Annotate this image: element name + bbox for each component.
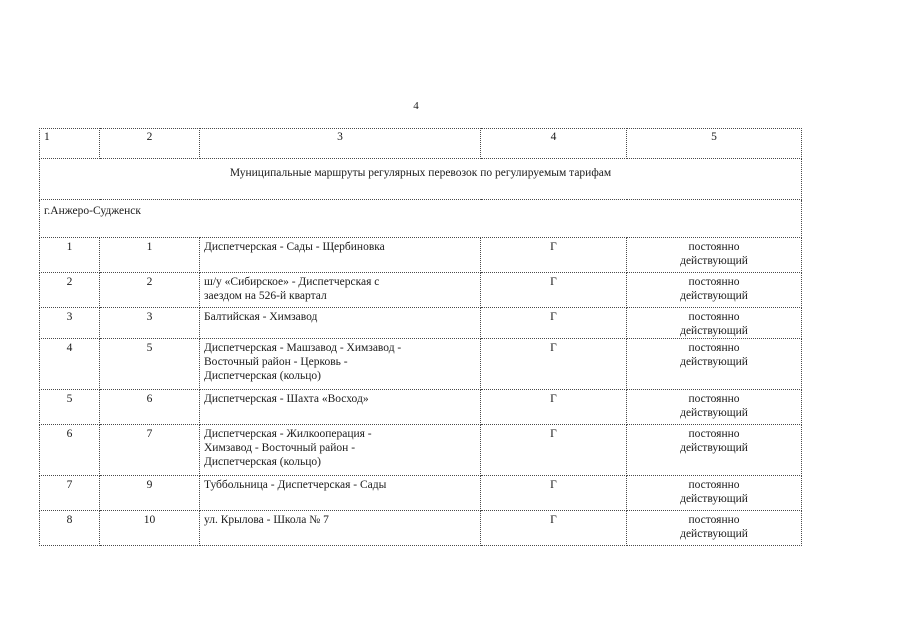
route-name-line: Диспетчерская - Жилкооперация - — [204, 428, 372, 440]
route-name-line: Диспетчерская - Сады - Щербиновка — [204, 241, 385, 253]
table-header-row — [40, 129, 802, 159]
route-status-cell — [627, 390, 802, 425]
route-type-cell: Г — [481, 425, 627, 476]
route-type-cell: Г — [481, 511, 627, 546]
route-number-cell: 3 — [100, 308, 200, 339]
row-number-cell: 8 — [40, 511, 100, 546]
route-status-cell — [627, 339, 802, 390]
header-cell: 1 — [40, 129, 100, 159]
status-line: постоянно — [688, 241, 740, 253]
route-name-cell — [200, 238, 481, 273]
route-number-cell: 7 — [100, 425, 200, 476]
route-name-line: ул. Крылова - Школа № 7 — [204, 514, 329, 526]
route-name-cell — [200, 339, 481, 390]
route-name-line: Диспетчерская (кольцо) — [204, 456, 321, 468]
table-row — [40, 308, 802, 339]
table-row — [40, 476, 802, 511]
table-row — [40, 425, 802, 476]
status-line: действующий — [680, 255, 748, 267]
table-row — [40, 511, 802, 546]
header-cell: 4 — [481, 129, 627, 159]
route-name-cell — [200, 308, 481, 339]
route-number-cell: 5 — [100, 339, 200, 390]
row-number-cell: 3 — [40, 308, 100, 339]
route-number-cell: 1 — [100, 238, 200, 273]
route-type-cell: Г — [481, 339, 627, 390]
route-status-cell — [627, 511, 802, 546]
route-status-cell — [627, 308, 802, 339]
header-cell: 5 — [627, 129, 802, 159]
row-number-cell: 1 — [40, 238, 100, 273]
row-number-cell: 6 — [40, 425, 100, 476]
route-name-cell — [200, 476, 481, 511]
route-number-cell: 9 — [100, 476, 200, 511]
route-status-cell — [627, 238, 802, 273]
row-number-cell: 2 — [40, 273, 100, 308]
route-type-cell: Г — [481, 390, 627, 425]
status-line: действующий — [680, 528, 748, 540]
route-name-line: Диспетчерская - Машзавод - Химзавод - — [204, 342, 402, 354]
route-name-line: заездом на 526-й квартал — [204, 290, 327, 302]
section-title-row — [40, 159, 802, 200]
route-name-line: Балтийская - Химзавод — [204, 311, 318, 323]
route-name-cell — [200, 390, 481, 425]
status-line: постоянно — [688, 479, 740, 491]
route-name-cell — [200, 425, 481, 476]
route-name-cell — [200, 511, 481, 546]
route-rows — [40, 238, 802, 546]
route-status-cell — [627, 476, 802, 511]
route-name-line: Диспетчерская - Шахта «Восход» — [204, 393, 369, 405]
status-line: действующий — [680, 442, 748, 454]
route-status-cell — [627, 273, 802, 308]
route-name-line: Туббольница - Диспетчерская - Сады — [204, 479, 387, 491]
routes-table — [39, 128, 802, 546]
route-type-cell: Г — [481, 238, 627, 273]
status-line: постоянно — [688, 276, 740, 288]
route-number-cell: 6 — [100, 390, 200, 425]
header-cell: 3 — [200, 129, 481, 159]
route-number-cell: 10 — [100, 511, 200, 546]
table-row — [40, 390, 802, 425]
row-number-cell: 4 — [40, 339, 100, 390]
section-title: Муниципальные маршруты регулярных перевозок по регулируемым тарифам — [40, 159, 802, 200]
header-cell: 2 — [100, 129, 200, 159]
status-line: действующий — [680, 493, 748, 505]
route-type-cell: Г — [481, 308, 627, 339]
status-line: постоянно — [688, 514, 740, 526]
status-line: постоянно — [688, 342, 740, 354]
route-status-cell — [627, 425, 802, 476]
table-row — [40, 273, 802, 308]
route-name-line: ш/у «Сибирское» - Диспетчерская с — [204, 276, 380, 288]
route-type-cell: Г — [481, 273, 627, 308]
route-number-cell: 2 — [100, 273, 200, 308]
status-line: действующий — [680, 407, 748, 419]
status-line: действующий — [680, 325, 748, 337]
city-name: г.Анжеро-Судженск — [40, 200, 802, 238]
route-type-cell: Г — [481, 476, 627, 511]
status-line: действующий — [680, 290, 748, 302]
route-name-line: Восточный район - Церковь - — [204, 356, 348, 368]
route-name-line: Химзавод - Восточный район - — [204, 442, 356, 454]
status-line: постоянно — [688, 311, 740, 323]
row-number-cell: 7 — [40, 476, 100, 511]
status-line: действующий — [680, 356, 748, 368]
table-row — [40, 339, 802, 390]
row-number-cell: 5 — [40, 390, 100, 425]
status-line: постоянно — [688, 393, 740, 405]
page-number: 4 — [413, 100, 419, 112]
route-name-cell — [200, 273, 481, 308]
route-name-line: Диспетчерская (кольцо) — [204, 370, 321, 382]
city-row — [40, 200, 802, 238]
table-row — [40, 238, 802, 273]
status-line: постоянно — [688, 428, 740, 440]
